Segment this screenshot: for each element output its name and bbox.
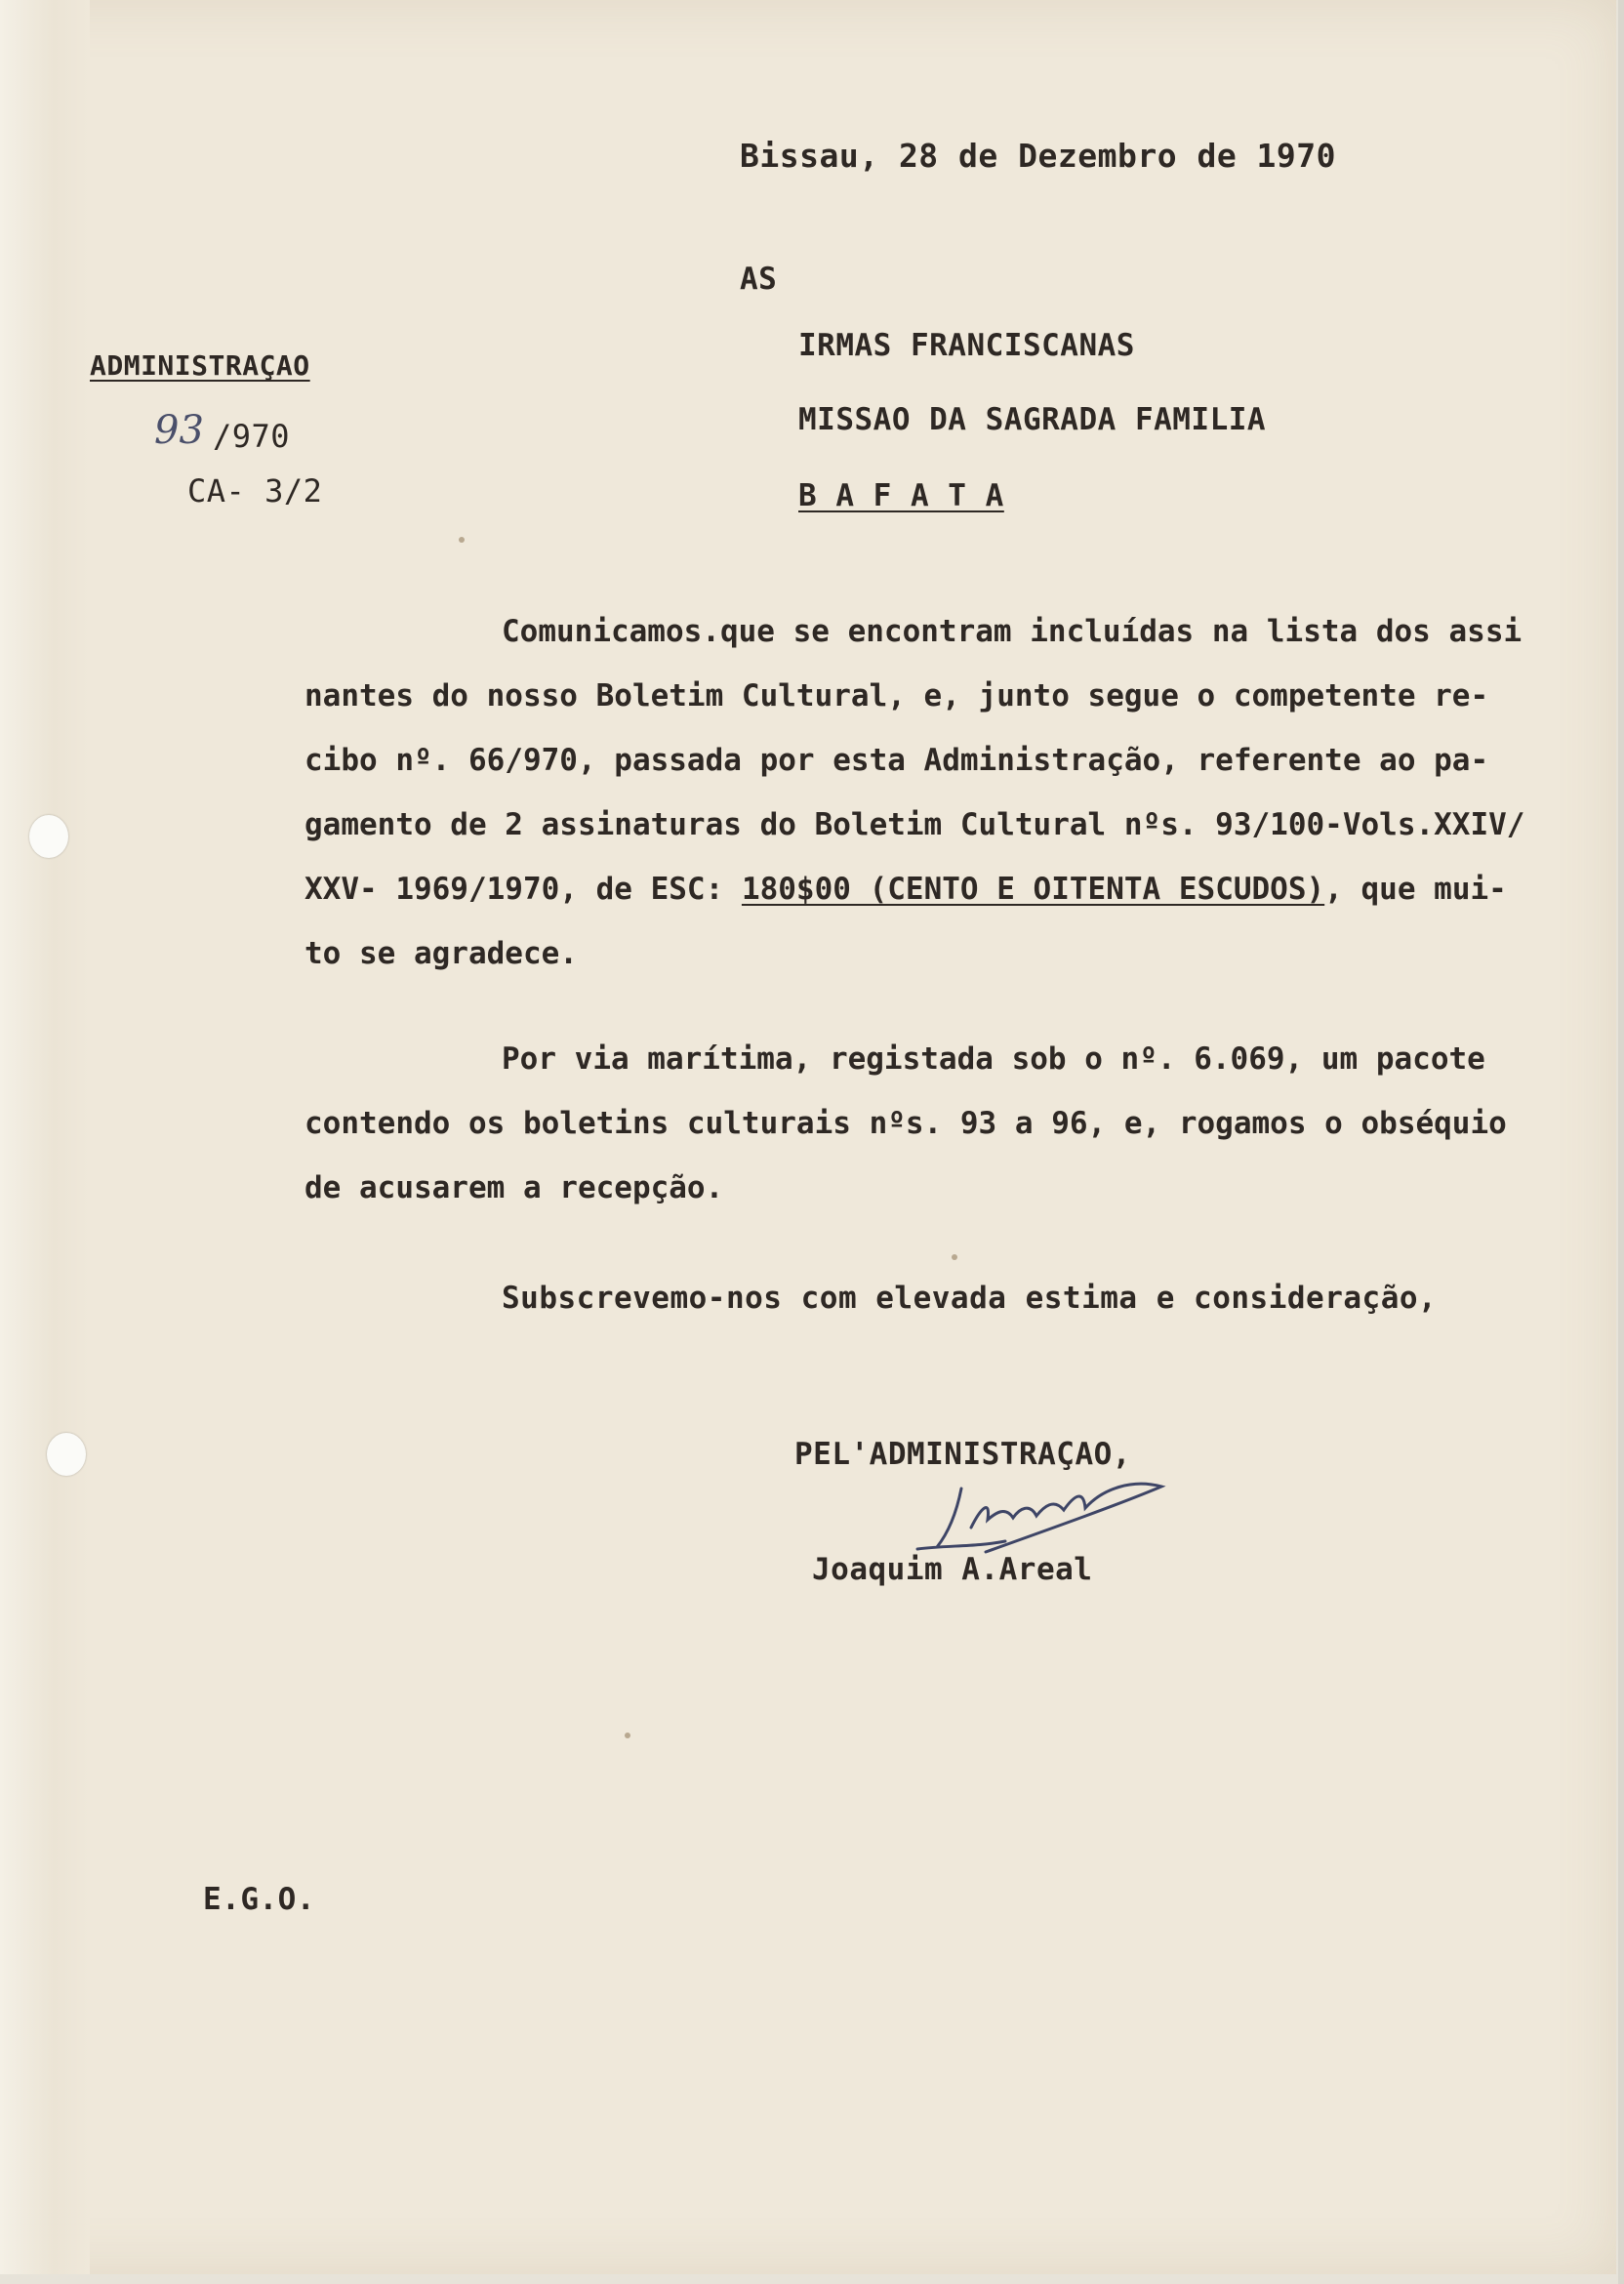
paper-spot [459, 537, 465, 543]
paragraph-2-line: Por via marítima, registada sob o nº. 6.069, um pacote [502, 1041, 1485, 1077]
paragraph-1-line: to se agradece. [304, 936, 578, 971]
file-code: CA- 3/2 [187, 472, 323, 510]
amount-suffix: , que mui- [1324, 872, 1507, 907]
paper-spot [952, 1254, 957, 1260]
handwritten-signature [859, 1459, 1171, 1567]
addressee-city: B A F A T A [798, 478, 1004, 513]
addressee-line-1: IRMAS FRANCISCANAS [798, 328, 1135, 363]
paper-spot [625, 1733, 630, 1738]
amount-prefix: XXV- 1969/1970, de ESC: [304, 872, 742, 907]
paragraph-1-line-5 [304, 857, 1603, 921]
reference-year: /970 [213, 418, 291, 455]
paragraph-2 [304, 1027, 1603, 1220]
paper-fold-shade [0, 0, 90, 2274]
paragraph-1-line: nantes do nosso Boletim Cultural, e, junto segue o competente re- [304, 678, 1489, 714]
closing-line: Subscrevemo-nos com elevada estima e consideração, [502, 1281, 1438, 1316]
punch-hole-top [29, 815, 68, 858]
paragraph-1-line: gamento de 2 assinaturas do Boletim Cultural nºs. 93/100-Vols.XXIV/ [304, 807, 1525, 842]
paragraph-2-line: de acusarem a recepção. [304, 1170, 724, 1205]
signatory-name: Joaquim A.Areal [812, 1552, 1093, 1587]
salutation: AS [740, 262, 778, 297]
addressee-line-2: MISSAO DA SAGRADA FAMILIA [798, 402, 1267, 437]
handwritten-number: 93 [154, 408, 204, 453]
place-date: Bissau, 28 de Dezembro de 1970 [740, 137, 1337, 175]
paragraph-1-line: Comunicamos.que se encontram incluídas na lista dos assi [502, 614, 1522, 649]
paragraph-1-line: cibo nº. 66/970, passada por esta Administração, referente ao pa- [304, 743, 1489, 778]
on-behalf-line: PEL'ADMINISTRAÇAO, [794, 1437, 1131, 1472]
amount-text: 180$00 (CENTO E OITENTA ESCUDOS) [741, 872, 1325, 907]
paragraph-2-line: contendo os boletins culturais nºs. 93 a 96, e, rogamos o obséquio [304, 1106, 1507, 1141]
department-label: ADMINISTRAÇAO [90, 349, 310, 382]
page-edge [1618, 0, 1624, 2284]
typist-initials: E.G.O. [203, 1882, 315, 1917]
paragraph-1 [304, 599, 1603, 986]
punch-hole-bottom [47, 1433, 86, 1476]
